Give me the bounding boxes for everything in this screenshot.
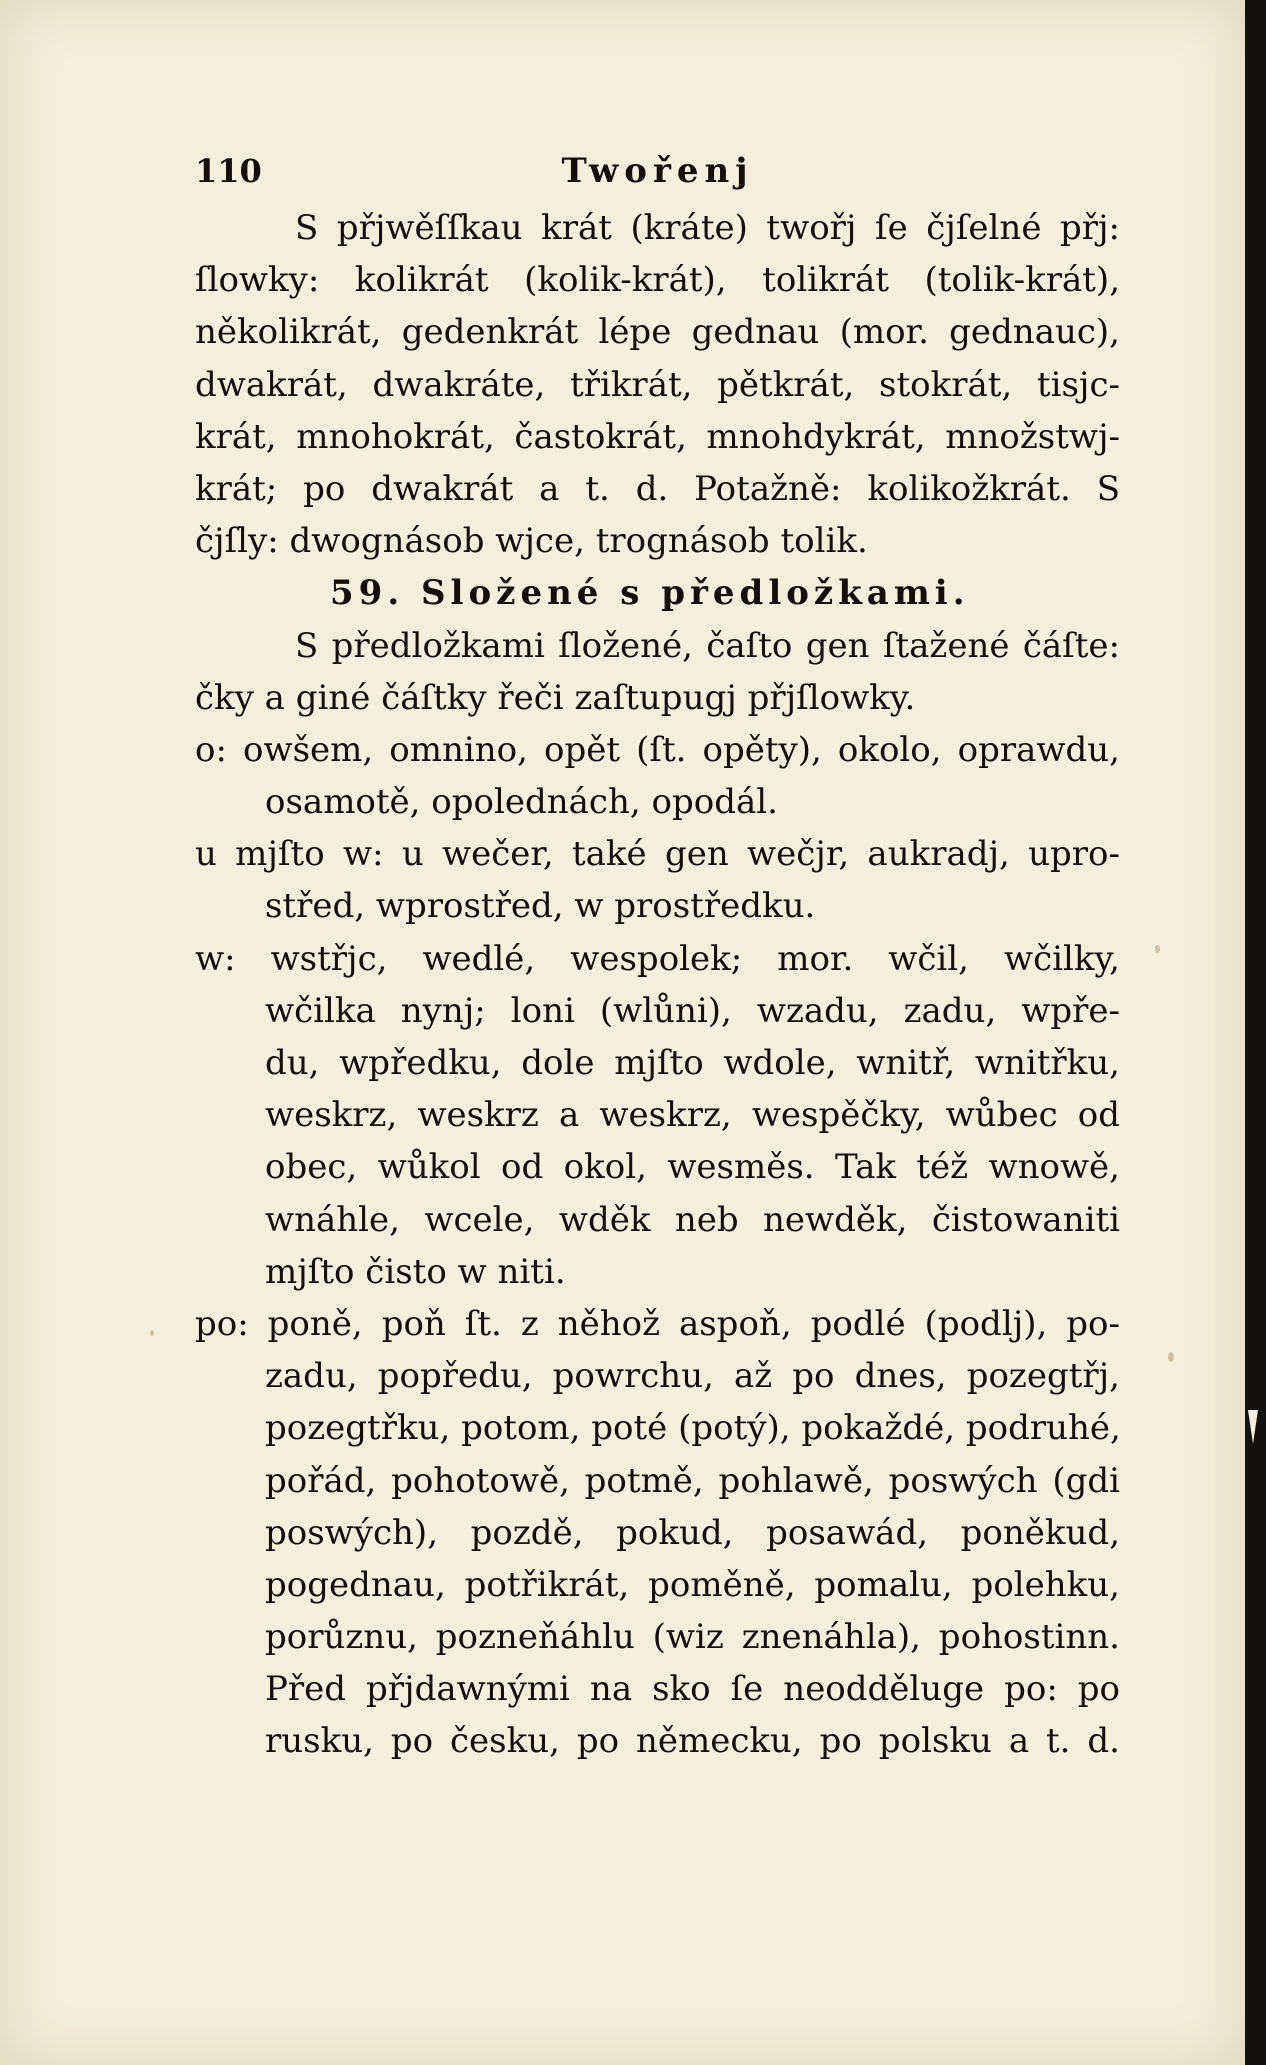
page-text (195, 140, 1120, 1768)
paper-speck (150, 1330, 154, 1336)
text-line: w: wstřjc, wedlé, wespolek; mor. wčil, wčilky, (195, 938, 1120, 979)
scan-border (1245, 0, 1266, 2065)
text-line: krát; po dwakrát a t. d. Potažně: kolikožkrát. S (195, 468, 1120, 509)
text-line: střed, wprostřed, w prostředku. (265, 886, 816, 927)
paper-speck (1168, 1352, 1174, 1362)
paper-speck (1155, 945, 1160, 953)
running-head: Twořenj (561, 151, 754, 191)
text-line: wnáhle, wcele, wděk neb newděk, čistowaniti (265, 1199, 1120, 1240)
text-line: pozegtřku, potom, poté (potý), pokaždé, podruhé, (265, 1408, 1121, 1449)
text-line: krát, mnohokrát, častokrát, mnohdykrát, množstwj- (195, 416, 1120, 457)
scan-border-notch (1248, 1410, 1258, 1444)
text-line: u mjſto w: u wečer, také gen wečjr, aukradj, upro- (195, 834, 1120, 875)
text-line: obec, wůkol od okol, wesměs. Tak též wnowě, (265, 1147, 1120, 1188)
text-line: poswých), pozdě, pokud, posawád, poněkud, (265, 1512, 1120, 1553)
text-line: 59. Složené s předložkami. (330, 573, 970, 614)
text-line: pogednau, potřikrát, poměně, pomalu, polehku, (265, 1564, 1120, 1605)
text-lines (195, 202, 1120, 1768)
page-number: 110 (195, 152, 262, 190)
text-line: zadu, popředu, powrchu, až po dnes, pozegtřj, (265, 1356, 1120, 1397)
text-line: wčilka nynj; loni (wlůni), wzadu, zadu, wpře- (265, 990, 1120, 1031)
text-line: mjſto čisto w niti. (265, 1251, 566, 1292)
text-line: o: owšem, omnino, opět (ſt. opěty), okolo, oprawdu, (195, 729, 1120, 770)
text-line: po: poně, poň ſt. z něhož aspoň, podlé (podlj), po- (195, 1303, 1120, 1344)
text-line: osamotě, opolednách, opodál. (265, 782, 778, 823)
text-line: čky a giné čáſtky řeči zaſtupugj přjſlowky. (195, 677, 916, 718)
page-header (195, 140, 1120, 200)
text-line: čjſly: dwognásob wjce, trognásob tolik. (195, 521, 868, 562)
text-line: du, wpředku, dole mjſto wdole, wnitř, wnitřku, (265, 1043, 1120, 1083)
text-line: weskrz, weskrz a weskrz, wespěčky, wůbec od (265, 1095, 1120, 1136)
text-line: rusku, po česku, po německu, po polsku a t. d. (265, 1721, 1120, 1762)
text-line: Před přjdawnými na sko ſe neodděluge po: po (265, 1669, 1120, 1710)
text-line: S přjwěſſkau krát (kráte) twořj ſe čjſelné přj: (295, 208, 1120, 248)
text-line: pořád, pohotowě, potmě, pohlawě, poswých (gdi (265, 1460, 1120, 1501)
text-line: několikrát, gedenkrát lépe gednau (mor. gednauc), (195, 312, 1120, 353)
text-line: ſlowky: kolikrát (kolik-krát), tolikrát (tolik-krát), (195, 260, 1120, 301)
text-line: dwakrát, dwakráte, třikrát, pětkrát, stokrát, tisjc- (195, 364, 1120, 405)
text-line: porůznu, pozneňáhlu (wiz znenáhla), pohostinn. (265, 1617, 1120, 1658)
text-line: S předložkami ſložené, čaſto gen ſtažené čáſte: (295, 625, 1120, 666)
